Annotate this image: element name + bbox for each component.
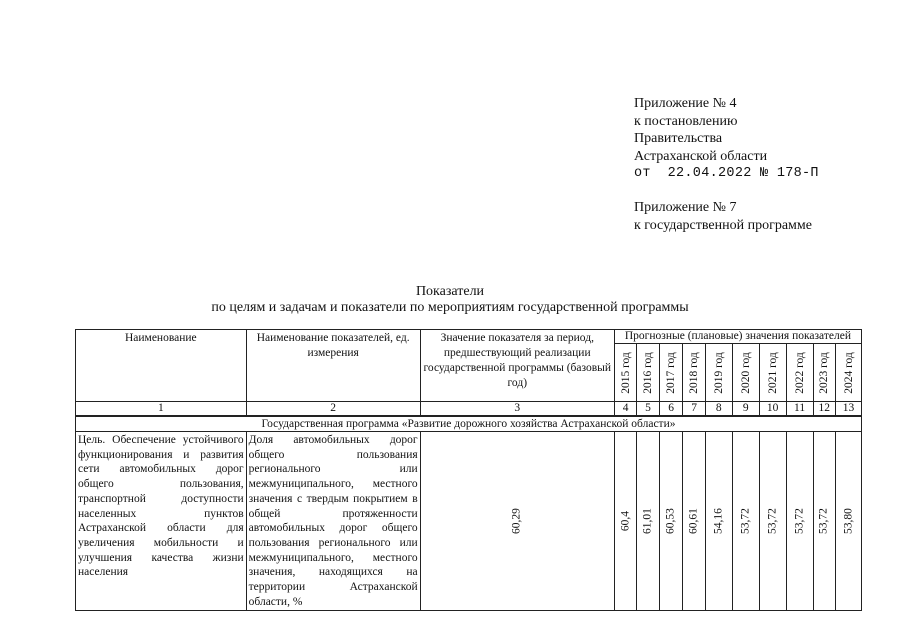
header-year: 2017 год	[659, 344, 683, 402]
column-number: 5	[637, 402, 659, 417]
column-number: 3	[420, 402, 614, 417]
header-year: 2020 год	[732, 344, 759, 402]
column-number: 4	[614, 402, 636, 417]
header-year: 2021 год	[759, 344, 786, 402]
value-cell: 53,72	[732, 432, 759, 611]
column-number: 13	[836, 402, 862, 417]
program-row	[76, 416, 862, 432]
column-number: 1	[76, 402, 247, 417]
appendix-4-block	[634, 95, 819, 183]
header-year: 2023 год	[813, 344, 835, 402]
header-year: 2022 год	[786, 344, 813, 402]
appendix-line: к государственной программе	[634, 217, 812, 233]
table-row	[76, 432, 862, 611]
column-number-row	[76, 402, 862, 417]
column-number: 10	[759, 402, 786, 417]
appendix-line: Астраханской области	[634, 148, 768, 164]
value-cell: 53,72	[759, 432, 786, 611]
base-value-cell: 60,29	[420, 432, 614, 611]
header-year: 2018 год	[683, 344, 705, 402]
header-forecast: Прогнозные (плановые) значения показателей	[614, 330, 861, 344]
value-cell: 54,16	[705, 432, 732, 611]
column-number: 8	[705, 402, 732, 417]
header-base-value: Значение показателя за период, предшествующий реализации государственной программы (базовый год)	[420, 330, 614, 402]
appendix-line: Правительства	[634, 131, 723, 146]
column-number: 12	[813, 402, 835, 417]
goal-text: Цель. Обеспечение устойчивого функционирования и развития сети автомобильных дорог общего пользования, транспортной доступности населенных пунктов Астраханской области для увеличения мобильности и улучшения качества жизни населения	[78, 434, 244, 579]
program-title: Государственная программа «Развитие дорожного хозяйства Астраханской области»	[76, 416, 862, 432]
value-cell: 60,4	[614, 432, 636, 611]
header-year: 2016 год	[637, 344, 659, 402]
column-number: 9	[732, 402, 759, 417]
value-cell: 53,80	[836, 432, 862, 611]
appendix-date-line: от 22.04.2022 № 178-П	[634, 166, 819, 181]
appendix-7-block	[634, 199, 812, 234]
value-cell: 53,72	[813, 432, 835, 611]
header-year: 2024 год	[836, 344, 862, 402]
appendix-line: Приложение № 4	[634, 96, 737, 111]
column-number: 2	[246, 402, 420, 417]
value-cell: 53,72	[786, 432, 813, 611]
header-name: Наименование	[76, 330, 247, 402]
column-number: 6	[659, 402, 683, 417]
appendix-line: к постановлению	[634, 113, 738, 129]
header-year: 2019 год	[705, 344, 732, 402]
value-cell: 60,61	[683, 432, 705, 611]
document-subtitle: по целям и задачам и показатели по мероприятиям государственной программы	[211, 300, 689, 315]
header-indicator: Наименование показателей, ед. измерения	[246, 330, 420, 402]
document-title: Показатели	[415, 284, 485, 299]
value-cell: 60,53	[659, 432, 683, 611]
column-number: 11	[786, 402, 813, 417]
header-year: 2015 год	[614, 344, 636, 402]
indicator-cell	[246, 432, 420, 611]
appendix-line: Приложение № 7	[634, 200, 737, 215]
indicators-table	[75, 329, 862, 611]
goal-cell	[76, 432, 247, 611]
indicator-text: Доля автомобильных дорог общего пользования регионального или межмуниципального, местного значения с твердым покрытием в общей протяженности автомобильных дорог общего пользования регионального или межмуниципального, местного значения, находящихся на территории Астраханской области, %	[248, 434, 418, 608]
value-cell: 61,01	[637, 432, 659, 611]
column-number: 7	[683, 402, 705, 417]
